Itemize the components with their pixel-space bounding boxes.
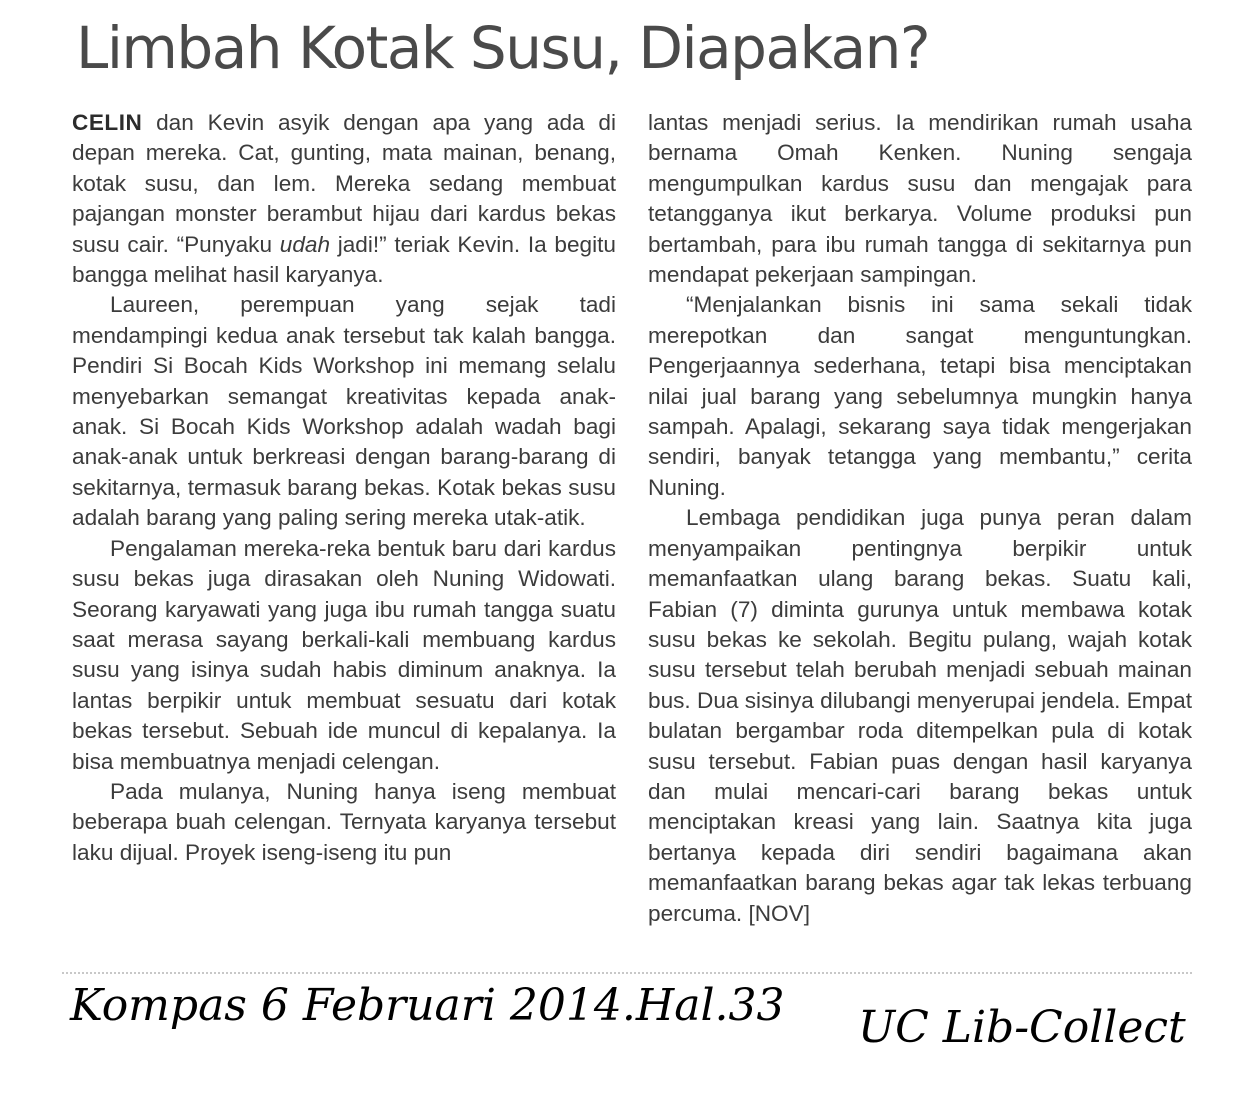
paragraph-text: jadi!” teriak Kevin. Ia begitu bangga melihat hasil karyanya. [72,231,616,288]
article-paragraph: “Menjalankan bisnis ini sama sekali tidak merepotkan dan sangat menguntungkan. Pengerjaannya sederhana, tetapi bisa menciptakan nilai jual barang yang sebelumnya mungkin hanya sampah. Apalagi, sekarang saya tidak mengerjakan sendiri, banyak tetangga yang membantu,” cerita Nuning. [648,292,1192,500]
article-headline: Limbah Kotak Susu, Diapakan? [76,14,930,82]
article-column-left [72,108,616,868]
lead-word: CELIN [72,110,143,135]
article-paragraph: Pada mulanya, Nuning hanya iseng membuat beberapa buah celengan. Ternyata karyanya tersebut laku dijual. Proyek iseng-iseng itu pun [72,778,616,865]
article-column-right [648,108,1192,929]
article-paragraph: Pengalaman mereka-reka bentuk baru dari kardus susu bekas juga dirasakan oleh Nuning Widowati. Seorang karyawati yang juga ibu rumah tangga suatu saat merasa sayang berkali-kali membuang kardus susu yang isinya sudah habis diminum anaknya. Ia lantas berpikir untuk membuat sesuatu dari kotak bekas tersebut. Sebuah ide muncul di kepalanya. Ia bisa membuatnya menjadi celengan. [72,535,616,774]
article-paragraph: Lembaga pendidikan juga punya peran dalam menyampaikan pentingnya berpikir untuk memanfaatkan ulang barang bekas. Suatu kali, Fabian (7) diminta gurunya untuk membawa kotak susu bekas ke sekolah. Begitu pulang, wajah kotak susu tersebut telah berubah menjadi sebuah mainan bus. Dua sisinya dilubangi menyerupai jendela. Empat bulatan bergambar roda ditempelkan pula di kotak susu tersebut. Fabian puas dengan hasil karyanya dan mulai mencari-cari barang bekas untuk menciptakan kreasi yang lain. Saatnya kita juga bertanya kepada diri sendiri bagaimana akan memanfaatkan barang bekas agar tak lekas terbuang percuma. [NOV] [648,505,1192,926]
clipping-bottom-edge [62,972,1192,974]
source-citation: Kompas 6 Februari 2014.Hal.33 [70,980,785,1031]
collection-label: UC Lib-Collect [858,1002,1186,1053]
article-paragraph: lantas menjadi serius. Ia mendirikan rumah usaha bernama Omah Kenken. Nuning sengaja mengumpulkan kardus susu dan mengajak para tetangganya ikut berkarya. Volume produksi pun bertambah, para ibu rumah tangga di sekitarnya pun mendapat pekerjaan sampingan. [648,110,1192,288]
paragraph-text: dan Kevin asyik dengan apa yang ada di depan mereka. Cat, gunting, mata mainan, benang, kotak susu, dan lem. Mereka sedang membuat pajangan monster berambut hijau dari kardus bekas susu cair. “Punyaku [72,110,616,257]
italic-word: udah [279,231,331,257]
article-paragraph [72,108,616,290]
article-paragraph: Laureen, perempuan yang sejak tadi mendampingi kedua anak tersebut tak kalah bangga. Pendiri Si Bocah Kids Workshop ini memang selalu menyebarkan semangat kreativitas kepada anak-anak. Si Bocah Kids Workshop adalah wadah bagi anak-anak untuk berkreasi dengan barang-barang di sekitarnya, termasuk barang bekas. Kotak bekas susu adalah barang yang paling sering mereka utak-atik. [72,292,616,531]
